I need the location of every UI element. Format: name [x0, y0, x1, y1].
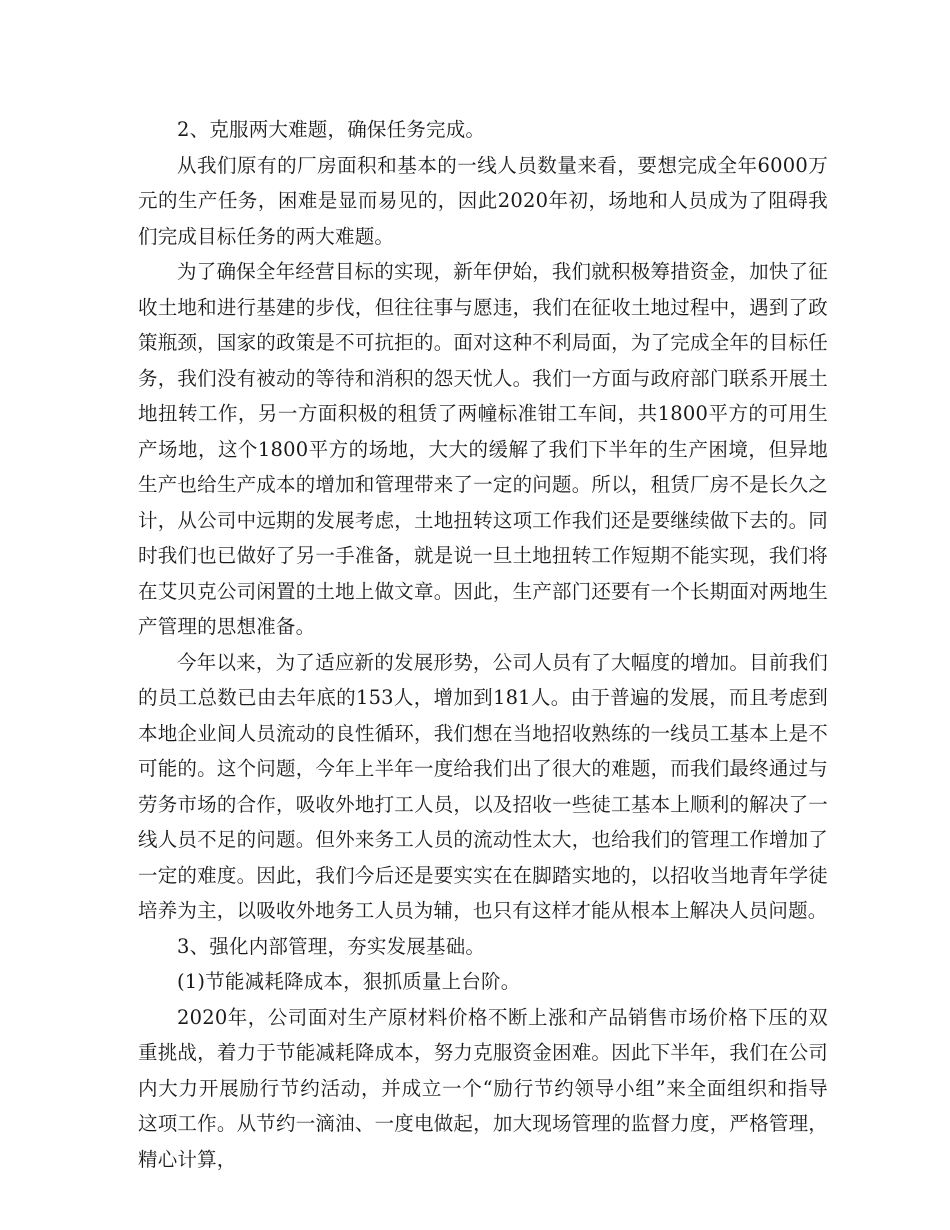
paragraph-staffing: 今年以来，为了适应新的发展形势，公司人员有了大幅度的增加。目前我们的员工总数已由去年底的153人，增加到181人。由于普遍的发展，而且考虑到本地企业间人员流动的良性循环，我们想在当地招收熟练的一线员工基本上是不可能的。这个问题，今年上半年一度给我们出了很大的难题，而我们最终通过与劳务市场的合作，吸收外地打工人员，以及招收一些徒工基本上顺利的解决了一线人员不足的问题。但外来务工人员的流动性太大，也给我们的管理工作增加了一定的难度。因此，我们今后还是要实实在在脚踏实地的，以招收当地青年学徒培养为主，以吸收外地务工人员为辅，也只有这样才能从根本上解决人员问题。 [138, 650, 828, 922]
section-heading-3: 3、强化内部管理，夯实发展基础。 [177, 934, 486, 958]
paragraph-production-task: 从我们原有的厂房面积和基本的一线人员数量来看，要想完成全年6000万元的生产任务，困难是显而易见的，因此2020年初，场地和人员成为了阻碍我们完成目标任务的两大难题。 [138, 153, 828, 248]
paragraph-land-acquisition: 为了确保全年经营目标的实现，新年伊始，我们就积极筹措资金，加快了征收土地和进行基建的步伐，但往往事与愿违，我们在征收土地过程中，遇到了政策瓶颈，国家的政策是不可抗拒的。面对这种不利局面，为了完成全年的目标任务，我们没有被动的等待和消积的怨天忧人。我们一方面与政府部门联系开展土地扭转工作，另一方面积极的租赁了两幢标准钳工车间，共1800平方的可用生产场地，这个1800平方的场地，大大的缓解了我们下半年的生产困境，但异地生产也给生产成本的增加和管理带来了一定的问题。所以，租赁厂房不是长久之计，从公司中远期的发展考虑，土地扭转这项工作我们还是要继续做下去的。同时我们也已做好了另一手准备，就是说一旦土地扭转工作短期不能实现，我们将在艾贝克公司闲置的土地上做文章。因此，生产部门还要有一个长期面对两地生产管理的思想准备。 [138, 260, 828, 638]
section-heading-2: 2、克服两大难题，确保任务完成。 [177, 118, 486, 141]
paragraph-cost-reduction: 2020年，公司面对生产原材料价格不断上涨和产品销售市场价格下压的双重挑战，着力于节能减耗降成本，努力克服资金困难。因此下半年，我们在公司内大力开展励行节约活动，并成立一个“励行节约领导小组”来全面组织和指导这项工作。从节约一滴油、一度电做起，加大现场管理的监督力度，严格管理，精心计算， [138, 1005, 828, 1171]
subsection-heading-1: (1)节能减耗降成本，狠抓质量上台阶。 [177, 970, 521, 993]
document-page [138, 112, 828, 1177]
